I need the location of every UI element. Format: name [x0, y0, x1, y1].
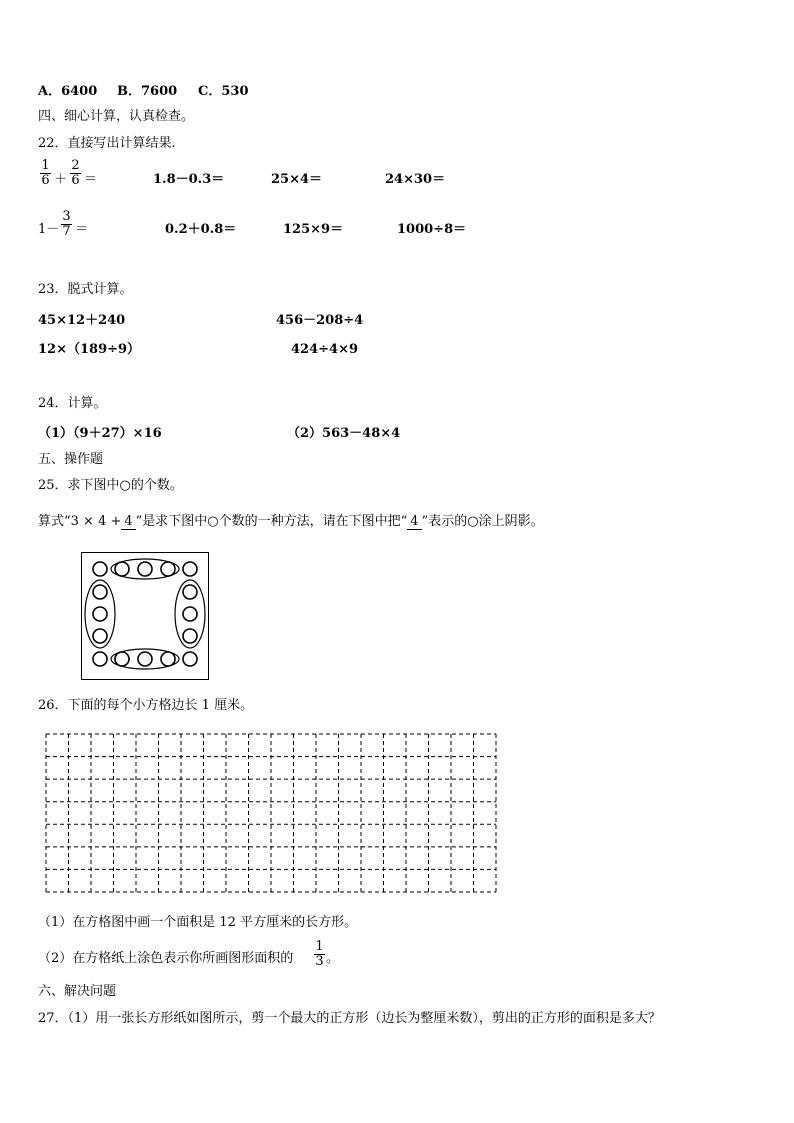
- group-ellipse-left: [85, 580, 115, 648]
- fraction: $\frac{2}{6}$: [71, 158, 80, 188]
- circle: [115, 562, 129, 576]
- q24-part-1: （1）（9＋27）×16: [38, 426, 162, 441]
- q23-expr-2: 456－208÷4: [276, 313, 364, 328]
- q22-expr-8: 1000÷8＝: [397, 222, 467, 237]
- fraction: $\frac{1}{6}$: [41, 158, 50, 188]
- circle: [183, 585, 197, 599]
- circle: [93, 562, 107, 576]
- q23-title: 23．脱式计算。: [38, 282, 133, 297]
- q22-expr-3: 25×4＝: [271, 172, 323, 187]
- section5-title: 五、操作题: [38, 452, 104, 467]
- circle-arrangement-figure: [81, 552, 211, 682]
- group-ellipse-right: [175, 580, 205, 648]
- q23-expr-1: 45×12＋240: [38, 313, 126, 328]
- q25-title: 25．求下图中○的个数。: [38, 478, 183, 493]
- circle: [161, 562, 175, 576]
- q23-expr-3: 12×（189÷9）: [38, 342, 141, 357]
- circle: [183, 562, 197, 576]
- circle: [115, 652, 129, 666]
- circle: [161, 652, 175, 666]
- q22-expr-6: 0.2＋0.8＝: [165, 222, 237, 237]
- q22-expr-4: 24×30＝: [385, 172, 446, 187]
- circle: [138, 652, 152, 666]
- q24-part-2: （2）563－48×4: [287, 426, 401, 441]
- circle: [138, 562, 152, 576]
- q27-text: 27．（1）用一张长方形纸如图所示，剪一个最大的正方形（边长为整厘米数），剪出的正方形的面积是多大？: [38, 1011, 661, 1026]
- q26-title: 26．下面的每个小方格边长 1 厘米。: [38, 698, 254, 713]
- underlined-number: 4: [407, 515, 421, 530]
- circle: [93, 607, 107, 621]
- circle: [183, 652, 197, 666]
- q26-part-1: （1）在方格图中画一个面积是 12 平方厘米的长方形。: [38, 915, 358, 930]
- circle: [183, 629, 197, 643]
- q22-title: 22．直接写出计算结果.: [38, 136, 176, 151]
- section6-title: 六、解决问题: [38, 984, 117, 999]
- q22-expr-2: 1.8－0.3＝: [153, 172, 225, 187]
- circle: [93, 585, 107, 599]
- circle: [93, 652, 107, 666]
- option-b: B．7600: [117, 84, 178, 99]
- fraction: $\frac{1}{3}$: [315, 939, 324, 969]
- circle: [183, 607, 197, 621]
- section4-title: 四、细心计算，认真检查。: [38, 109, 195, 124]
- option-a: A．6400: [38, 84, 98, 99]
- square-grid: [45, 733, 497, 893]
- circle: [93, 629, 107, 643]
- q25-instruction: 算式“3 × 4 + 4 ”是求下图中○个数的一种方法，请在下图中把“ 4 ”表示的○涂上阴影。: [38, 514, 544, 529]
- q22-expr-7: 125×9＝: [283, 222, 344, 237]
- q23-expr-4: 424÷4×9: [291, 342, 359, 357]
- fraction: $\frac{3}{7}$: [62, 209, 71, 239]
- option-c: C．530: [198, 84, 249, 99]
- underlined-number: 4: [121, 515, 135, 530]
- q24-title: 24．计算。: [38, 396, 107, 411]
